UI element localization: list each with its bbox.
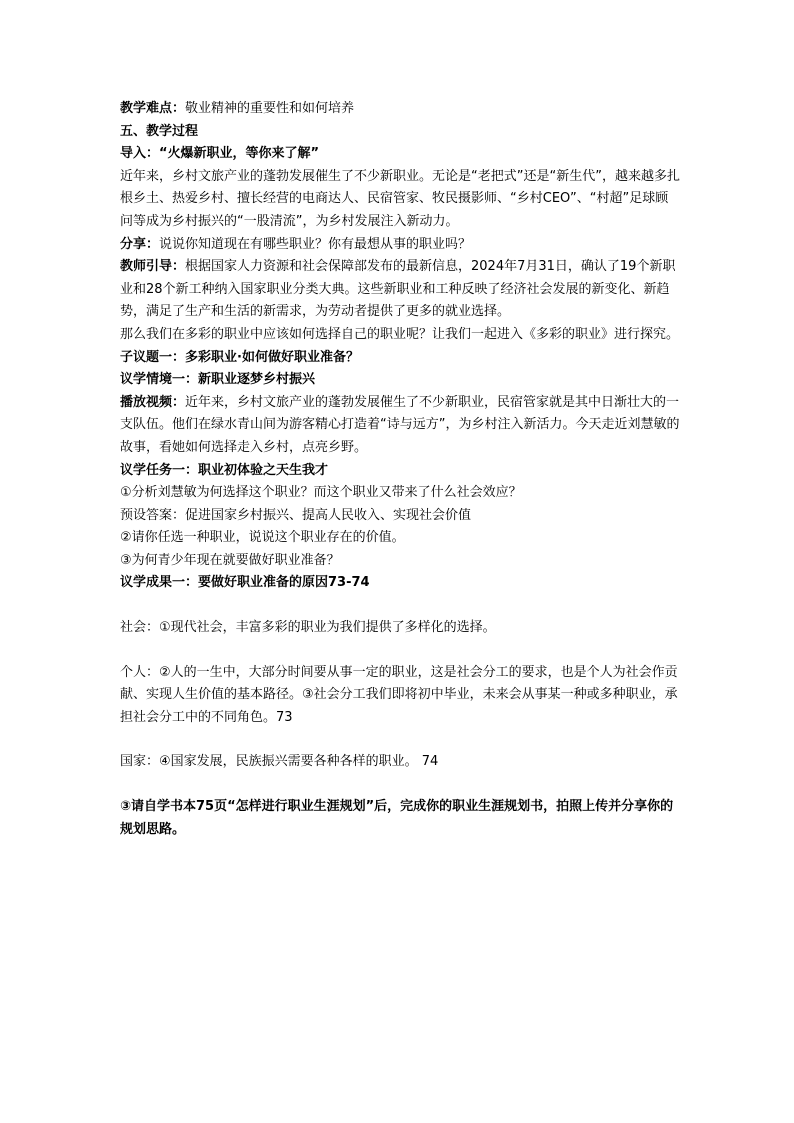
difficulty-label: 教学难点： bbox=[120, 101, 186, 116]
document-body bbox=[120, 98, 680, 841]
teacher-guide-paragraph bbox=[120, 256, 680, 324]
video-text: 近年来，乡村文旅产业的蓬勃发展催生了不少新职业，民宿管家就是其中日渐壮大的一支队伍。他们在绿水青山间为游客精心打造着“诗与远方”，为乡村注入新活力。今天走近刘慧敏的故事，看她如何选择走入乡村，点亮乡野。 bbox=[120, 394, 680, 455]
society-paragraph: 社会：①现代社会，丰富多彩的职业为我们提供了多样化的选择。 bbox=[120, 620, 496, 636]
individual-paragraph: 个人：②人的一生中，大部分时间要从事一定的职业，这是社会分工的要求，也是个人为社会作贡献、实现人生价值的基本路径。③社会分工我们即将初中毕业，未来会从事某一种或多种职业，承担社会分工中的不同角色。73 bbox=[120, 664, 678, 725]
task-heading: 议学任务一：职业初体验之天生我才 bbox=[120, 462, 329, 478]
scenario-heading: 议学情境一：新职业逐梦乡村振兴 bbox=[120, 372, 316, 388]
teacher-label: 教师引导： bbox=[120, 259, 186, 275]
preset-answer: 预设答案：促进国家乡村振兴、提高人民收入、实现社会价值 bbox=[120, 507, 472, 523]
intro-heading bbox=[120, 143, 680, 166]
result-heading: 议学成果一：要做好职业准备的原因73-74 bbox=[120, 575, 370, 591]
transition-paragraph: 那么我们在多彩的职业中应该如何选择自己的职业呢？让我们一起进入《多彩的职业》进行探究。 bbox=[120, 326, 680, 342]
intro-title: “火爆新职业，等你来了解” bbox=[159, 146, 320, 162]
section-heading-process: 五、教学过程 bbox=[120, 123, 199, 139]
teaching-difficulty bbox=[120, 98, 680, 121]
intro-paragraph: 近年来，乡村文旅产业的蓬勃发展催生了不少新职业。无论是“老把式”还是“新生代”，越来越多扎根乡土、热爱乡村、擅长经营的电商达人、民宿管家、牧民摄影师、“乡村CEO”、“村超”足球顾问等成为乡村振兴的“一股清流”，为乡村发展注入新动力。 bbox=[120, 168, 680, 229]
intro-label: 导入： bbox=[120, 146, 160, 162]
spacer bbox=[120, 774, 680, 796]
homework-paragraph: ③请自学书本75页“怎样进行职业生涯规划”后，完成你的职业生涯规划书，拍照上传并分享你的规划思路。 bbox=[120, 799, 674, 837]
share-text: 说说你知道现在有哪些职业？你有最想从事的职业吗？ bbox=[159, 236, 472, 252]
sub-topic-heading: 子议题一：多彩职业·如何做好职业准备？ bbox=[120, 349, 359, 365]
nation-paragraph: 国家：④国家发展，民族振兴需要各种各样的职业。 74 bbox=[120, 754, 439, 770]
share-label: 分享： bbox=[120, 236, 160, 252]
question-1: ①分析刘慧敏为何选择这个职业？而这个职业又带来了什么社会效应？ bbox=[120, 485, 522, 501]
spacer bbox=[120, 729, 680, 751]
spacer bbox=[120, 640, 680, 662]
question-2: ②请你任选一种职业，说说这个职业存在的价值。 bbox=[120, 530, 405, 546]
share-paragraph bbox=[120, 234, 680, 257]
teacher-text: 根据国家人力资源和社会保障部发布的最新信息，2024年7月31日，确认了19个新职业和28个新工种纳入国家职业分类大典。这些新职业和工种反映了经济社会发展的新变化、新趋势，满足了生产和生活的新需求，为劳动者提供了更多的就业选择。 bbox=[120, 259, 676, 320]
difficulty-text: 敬业精神的重要性和如何培养 bbox=[185, 101, 355, 116]
spacer bbox=[120, 595, 680, 617]
video-label: 播放视频： bbox=[120, 394, 186, 410]
video-paragraph bbox=[120, 392, 680, 460]
question-3: ③为何青少年现在就要做好职业准备？ bbox=[120, 552, 340, 568]
